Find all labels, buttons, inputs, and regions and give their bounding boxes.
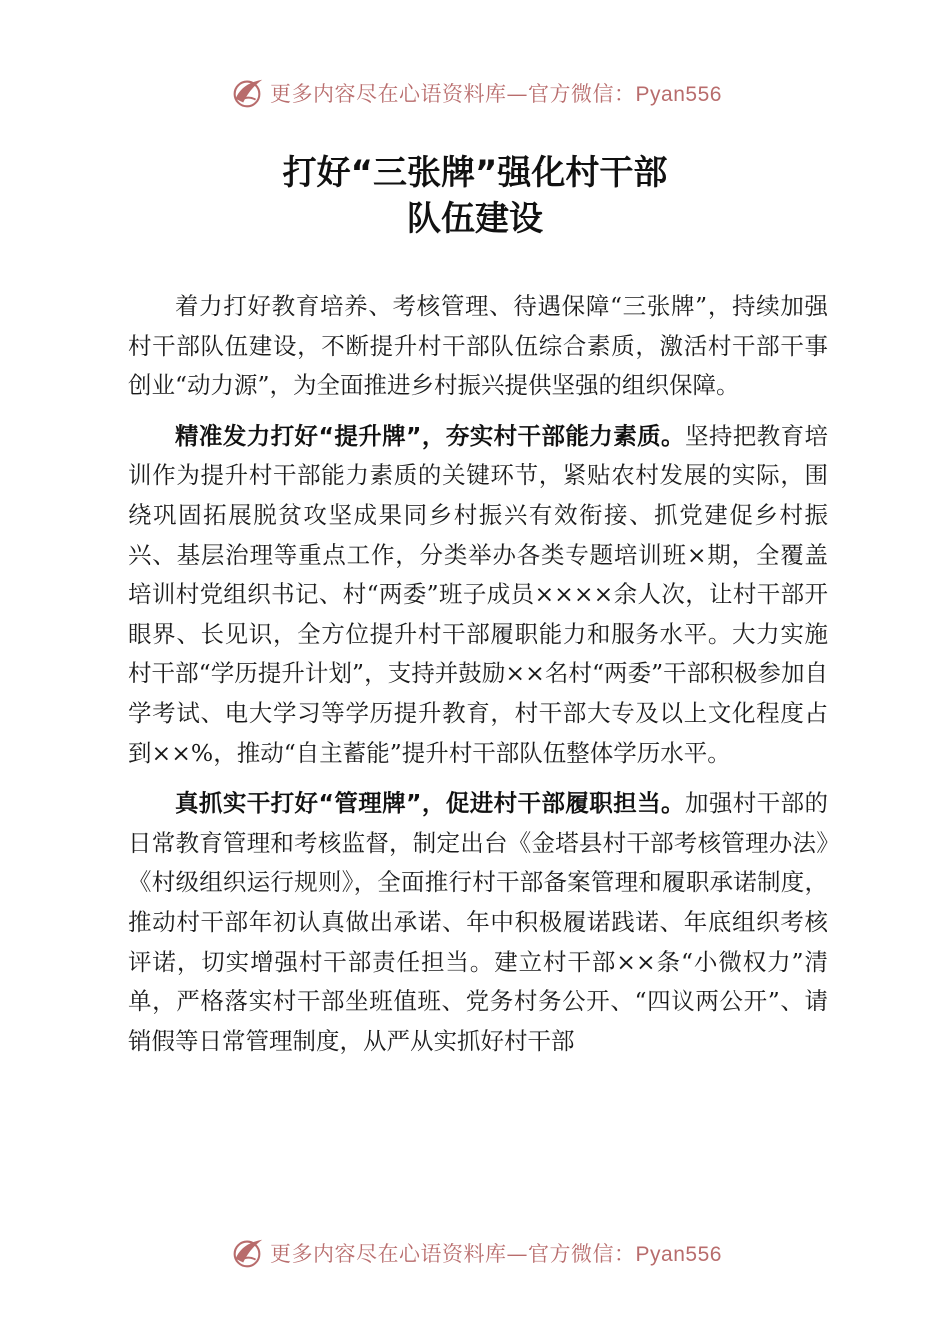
paragraph-lead: 真抓实干打好“管理牌”，促进村干部履职担当。 <box>175 789 685 818</box>
bird-logo-icon <box>228 74 266 112</box>
watermark-text: 更多内容尽在心语资料库—官方微信：Pyan556 <box>270 1242 722 1266</box>
paragraph-ability <box>128 417 828 773</box>
paragraph-lead: 精准发力打好“提升牌”，夯实村干部能力素质。 <box>175 421 685 450</box>
watermark-handle: Pyan556 <box>635 1243 722 1266</box>
paragraph-text: 坚持把教育培训作为提升村干部能力素质的关键环节，紧贴农村发展的实际，围绕巩固拓展脱贫攻坚成果同乡村振兴有效衔接、抓党建促乡村振兴、基层治理等重点工作，分类举办各类专题培训班×期，全覆盖培训村党组织书记、村“两委”班子成员××××余人次，让村干部开眼界、长见识，全方位提升村干部履职能力和服务水平。大力实施村干部“学历提升计划”，支持并鼓励××名村“两委”干部积极参加自学考试、电大学习等学历提升教育，村干部大专及以上文化程度占到××%，推动“自主蓄能”提升村干部队伍整体学历水平。 <box>128 421 829 767</box>
title-line-1: 打好“三张牌”强化村干部 <box>282 153 668 193</box>
document-title <box>0 150 950 242</box>
paragraph-text: 加强村干部的日常教育管理和考核监督，制定出台《金塔县村干部考核管理办法》《村级组织运行规则》，全面推行村干部备案管理和履职承诺制度，推动村干部年初认真做出承诺、年中积极履诺践诺、年底组织考核评诺，切实增强村干部责任担当。建立村干部××条“小微权力”清单，严格落实村干部坐班值班、党务村务公开、“四议两公开”、请销假等日常管理制度，从严从实抓好村干部 <box>128 789 829 1055</box>
paragraph-intro <box>128 287 828 406</box>
document-body <box>128 287 828 1072</box>
bird-logo-icon <box>228 1234 266 1272</box>
watermark-footer <box>0 1231 950 1275</box>
watermark-handle: Pyan556 <box>635 83 722 106</box>
paragraph-text: 着力打好教育培养、考核管理、待遇保障“三张牌”，持续加强村干部队伍建设，不断提升村干部队伍综合素质，激活村干部干事创业“动力源”，为全面推进乡村振兴提供坚强的组织保障。 <box>128 292 828 400</box>
watermark-text: 更多内容尽在心语资料库—官方微信：Pyan556 <box>270 82 722 106</box>
paragraph-management <box>128 784 828 1061</box>
title-line-2: 队伍建设 <box>407 199 543 239</box>
watermark-header <box>0 71 950 115</box>
